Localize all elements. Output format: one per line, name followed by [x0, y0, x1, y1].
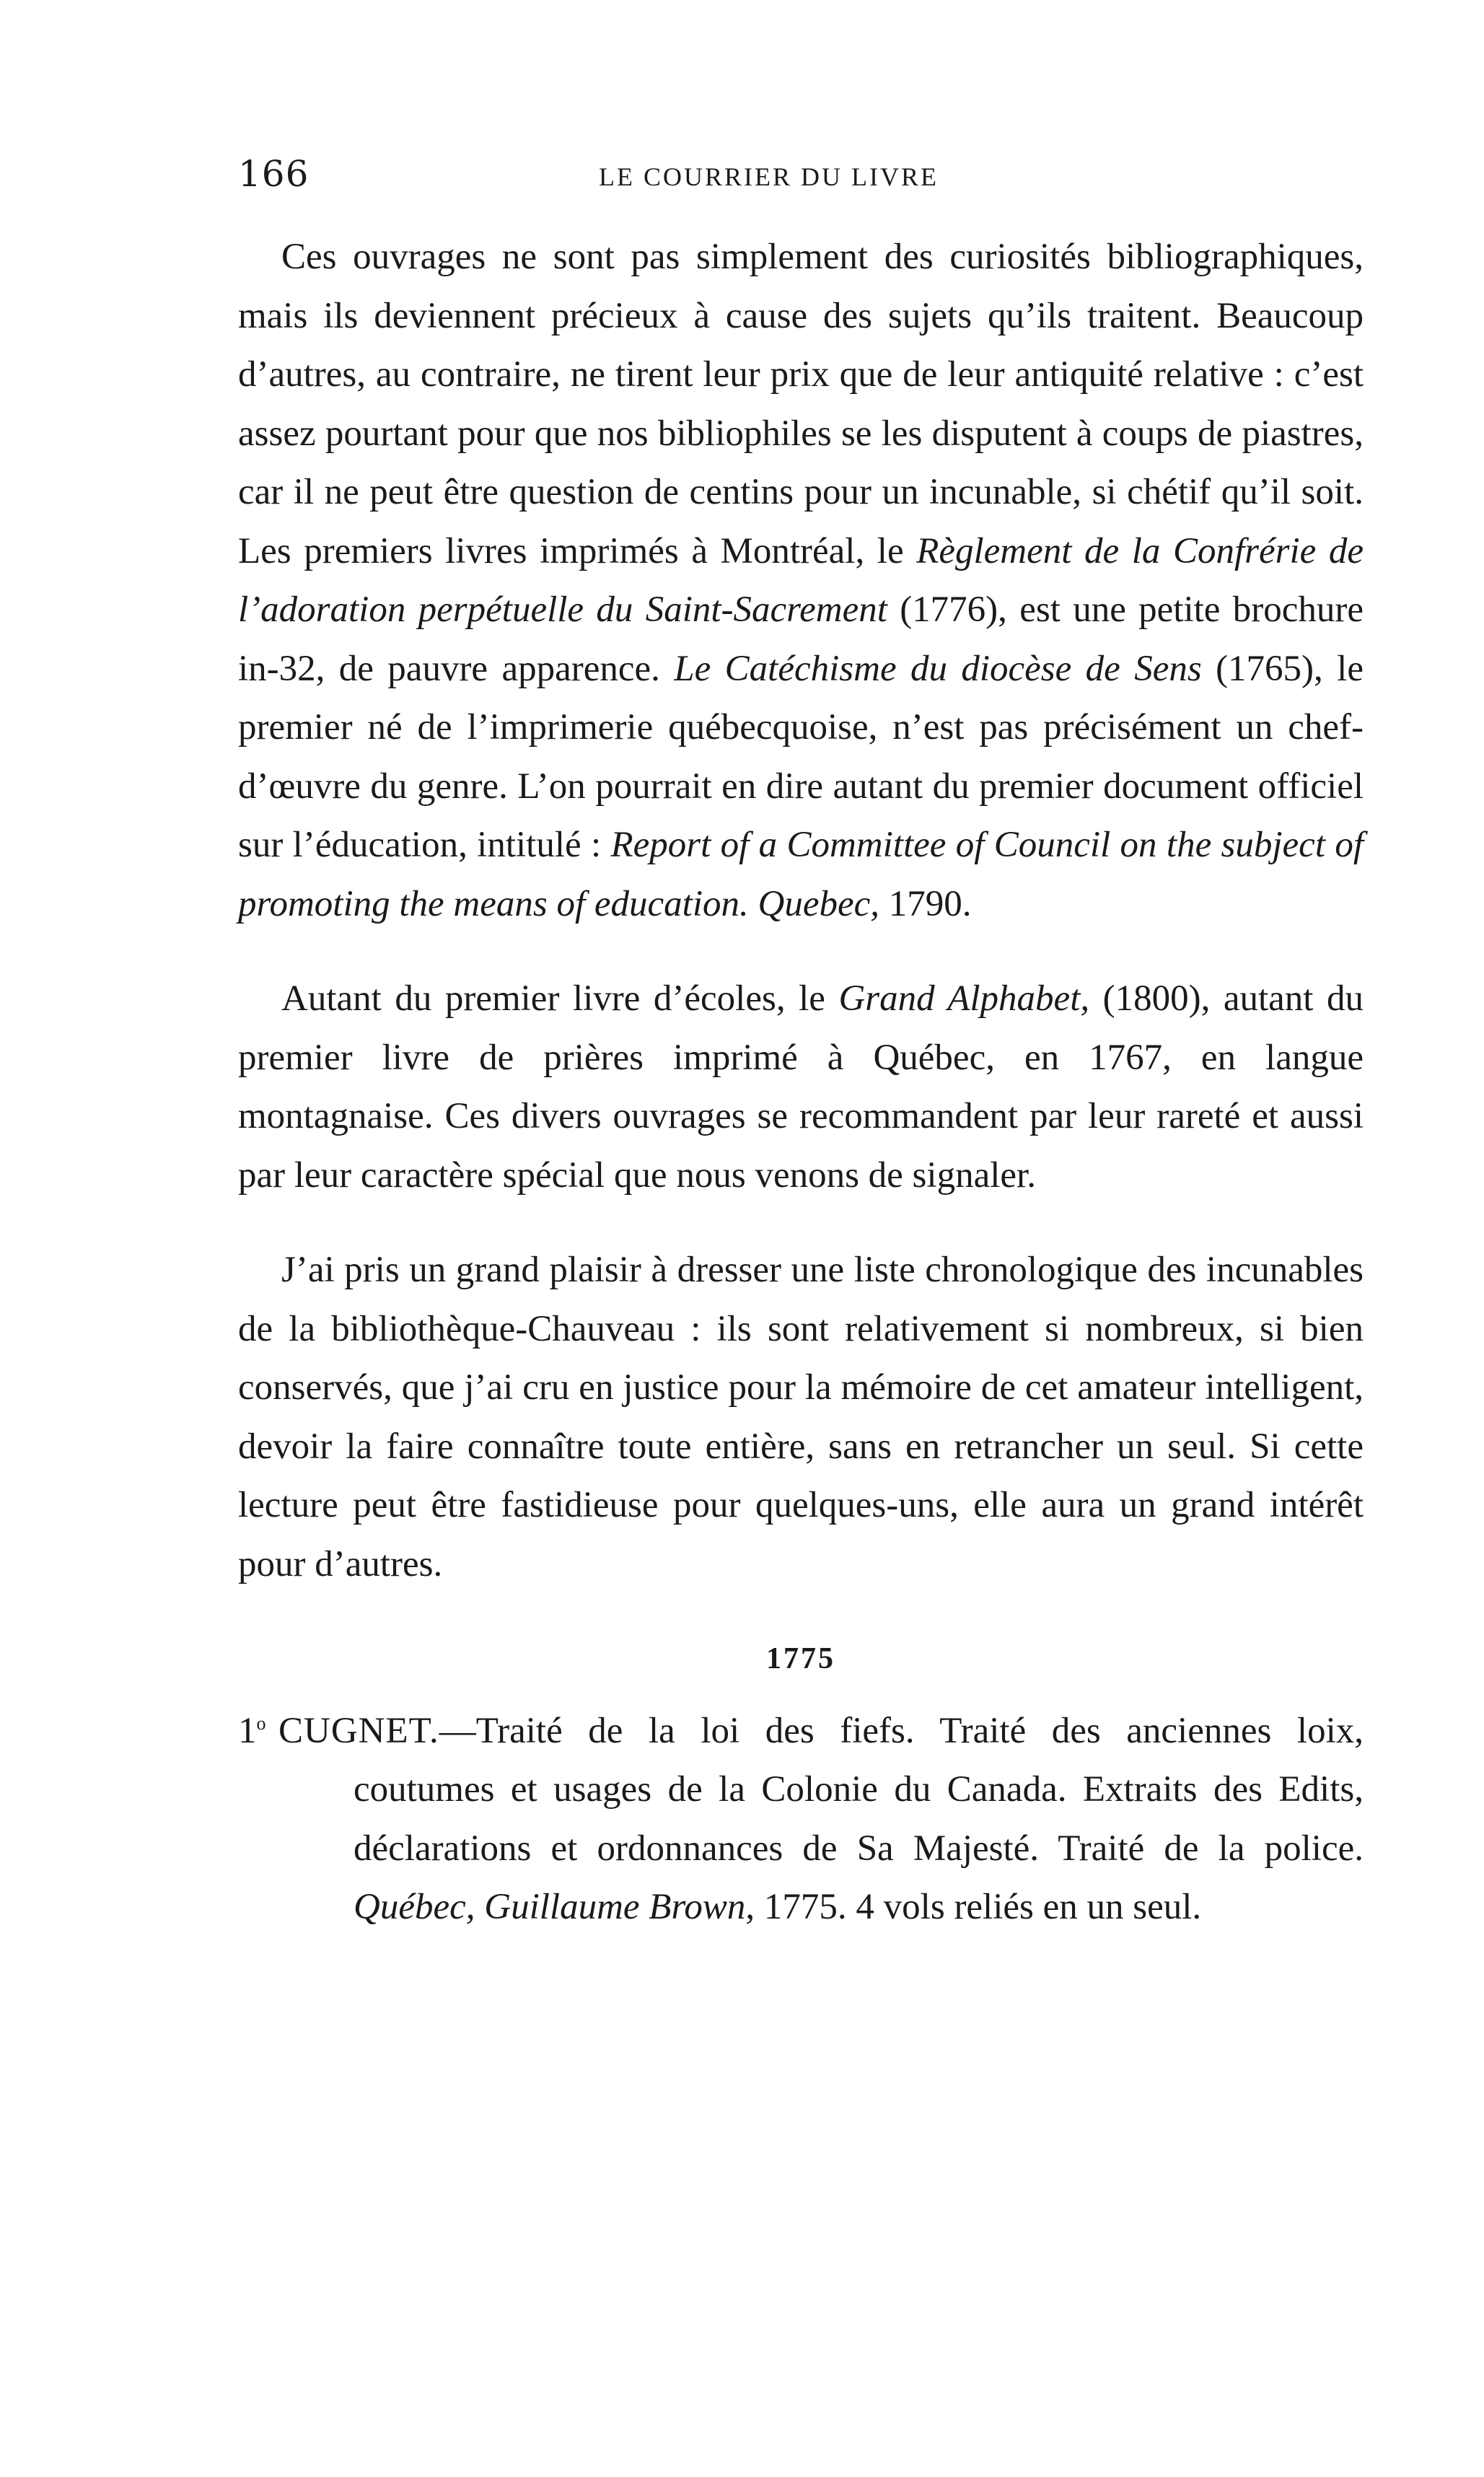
paragraph-1-text-c: (1776), est une petite brochure in-32, de pauvre apparence. [238, 589, 1364, 689]
entry-number-value: 1 [238, 1710, 257, 1751]
paragraph-1-text-g: 1790. [879, 883, 972, 924]
paragraph-2-text-a: Autant du premier livre d’écoles, le [281, 978, 839, 1019]
paragraph-2-text-c: (1800), autant du premier livre de prières imprimé à Québec, en 1767, en langue montagnaise. Ces divers ouvrages se recommandent par leur rareté et aussi par leur caractère spécial que nous venons de signaler. [238, 978, 1364, 1196]
running-head [238, 153, 1364, 203]
entry-ordinal-mark: o [256, 1712, 266, 1734]
paragraph-3: J’ai pris un grand plaisir à dresser une liste chronologique des incunables de la bibliothèque-Chauveau : ils sont relativement si nombreux, si bien conservés, que j’ai cru en justice pour la mémoire de cet amateur intelligent, devoir la faire connaître toute entière, sans en retrancher un seul. Si cette lecture peut être fastidieuse pour quelques-uns, elle aura un grand intérêt pour d’autres. [238, 1250, 1364, 1584]
title-report: Report of a Committee of Council on the subject of promoting the means of education. Quebec, [238, 825, 1364, 924]
paragraph-2 [238, 970, 1364, 1205]
year-heading: 1775 [766, 1642, 835, 1675]
entry-text-b: , 1775. 4 vols reliés en un seul. [745, 1887, 1202, 1927]
paragraph-1-text-a: Ces ouvrages ne sont pas simplement des curiosités bibliographiques, mais ils deviennent précieux à cause des sujets qu’ils traitent. Beaucoup d’autres, au contraire, ne tirent leur prix que de leur antiquité relative : c’est assez pourtant pour que nos bibliophiles se les disputent à coups de piastres, car il ne peut être question de centins pour un incunable, si chétif qu’il soit. Les premiers livres imprimés à Montréal, le [238, 237, 1364, 571]
entry-imprint: Québec, Guillaume Brown [354, 1887, 746, 1927]
entry-number [238, 1702, 278, 1761]
running-title: LE COURRIER DU LIVRE [599, 162, 939, 191]
entry-author: CUGNET. [278, 1710, 439, 1751]
title-catechisme: Le Catéchisme du diocèse de Sens [674, 648, 1202, 689]
bibliography-entry [238, 1702, 1364, 1937]
title-reglement: Règlement de la Confrérie de l’adoration perpétuelle du Saint-Sacrement [238, 530, 1364, 630]
paragraph-1-text-e: (1765), le premier né de l’imprimerie québecquoise, n’est pas précisément un chef-d’œuvre du genre. L’on pourrait en dire autant du premier document officiel sur l’éducation, intitulé : [238, 648, 1364, 865]
body-text [238, 228, 1364, 1937]
entry-text-a: —Traité de la loi des fiefs. Traité des anciennes loix, coutumes et usages de la Colonie du Canada. Extraits des Edits, déclarations et ordonnances de Sa Majesté. Traité de la police. [354, 1710, 1364, 1869]
paragraph-1 [238, 228, 1364, 934]
title-grand-alphabet: Grand Alphabet, [838, 978, 1090, 1019]
page-number: 166 [238, 153, 309, 195]
